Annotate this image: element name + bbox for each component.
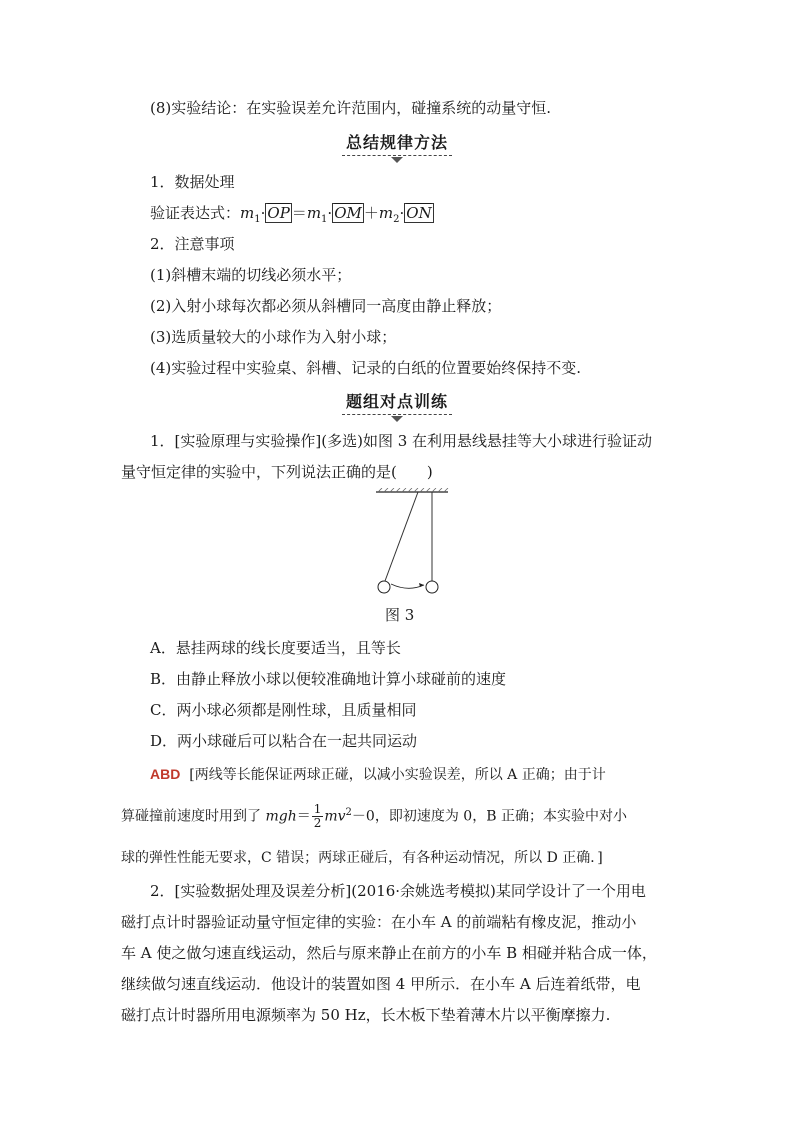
- option-c: C．两小球必须都是刚性球，且质量相同: [150, 701, 417, 719]
- formula-mv: mv: [324, 808, 346, 825]
- triangle-down-icon: [391, 157, 403, 163]
- explanation-text: 算碰撞前速度时用到了: [121, 808, 266, 825]
- dot-operator: ·: [399, 204, 405, 222]
- item-heading-data: 1．数据处理: [150, 173, 235, 191]
- figure-caption: 图 3: [385, 606, 415, 624]
- note-item: (3)选质量较大的小球作为入射小球；: [150, 328, 397, 346]
- answer-explanation-line: [121, 800, 627, 830]
- segment-om: $\overline{OM}$: [334, 204, 362, 222]
- section-header-practice: [0, 389, 794, 422]
- segment-on: $\overline{ON}$: [406, 204, 432, 222]
- section-header-summary: [0, 130, 794, 163]
- formula-minus-zero: －0: [351, 808, 375, 825]
- pendulum-string-left: [385, 492, 418, 581]
- segment-op: $\overline{OP}$: [267, 204, 290, 222]
- swing-arrow: [391, 584, 424, 588]
- subscript: 1: [321, 214, 328, 225]
- ball-left: [378, 581, 390, 593]
- note-item: (2)入射小球每次都必须从斜槽同一高度由静止释放；: [150, 297, 502, 315]
- equals-sign: ＝: [291, 204, 307, 222]
- answer-explanation-line: 球的弹性性能无要求，C 错误；两球正碰后，有各种运动情况，所以 D 正确．]: [121, 850, 603, 866]
- answer-label: ABD: [150, 766, 181, 782]
- question-2-line: 磁打点计时器所用电源频率为 50 Hz，长木板下垫着薄木片以平衡摩擦力.: [121, 1006, 611, 1024]
- mass-symbol: m: [378, 204, 394, 222]
- question-1-line: 量守恒定律的实验中，下列说法正确的是( ): [121, 463, 433, 481]
- fraction-one-half: $\frac{1}{2}$: [313, 802, 322, 831]
- subscript: 2: [393, 214, 400, 225]
- option-b: B．由静止释放小球以便较准确地计算小球碰前的速度: [150, 670, 507, 688]
- item-heading-notes: 2．注意事项: [150, 235, 235, 253]
- question-2-line: 磁打点计时器验证动量守恒定律的实验：在小车 A 的前端粘有橡皮泥，推动小: [121, 913, 637, 931]
- section-title: 总结规律方法: [342, 130, 452, 156]
- note-item: (4)实验过程中实验桌、斜槽、记录的白纸的位置要始终保持不变.: [150, 359, 582, 377]
- formula-line: [150, 203, 434, 230]
- triangle-down-icon: [391, 416, 403, 422]
- pendulum-figure: [362, 488, 452, 598]
- note-item: (1)斜槽末端的切线必须水平；: [150, 266, 352, 284]
- plus-sign: ＋: [363, 204, 379, 222]
- ceiling-hatching: [378, 488, 448, 492]
- equals-sign: ＝: [296, 808, 311, 825]
- question-2-line: 继续做匀速直线运动．他设计的装置如图 4 甲所示．在小车 A 后连着纸带，电: [121, 975, 641, 993]
- mass-symbol: m: [240, 204, 255, 222]
- conclusion-text: (8)实验结论：在实验误差允许范围内，碰撞系统的动量守恒.: [150, 99, 552, 117]
- subscript: 1: [254, 214, 261, 225]
- formula-mgh: mgh: [265, 808, 297, 825]
- section-title: 题组对点训练: [342, 389, 452, 415]
- dot-operator: ·: [260, 204, 266, 222]
- explanation-text: [两线等长能保证两球正碰，以减小实验误差，所以 A 正确；由于计: [189, 767, 606, 783]
- answer-explanation-line: [150, 764, 606, 785]
- formula-label: 验证表达式：: [150, 204, 241, 222]
- mass-symbol: m: [306, 204, 322, 222]
- question-1-line: 1．[实验原理与实验操作](多选)如图 3 在利用悬线悬挂等大小球进行验证动: [150, 432, 653, 450]
- option-d: D．两小球碰后可以粘合在一起共同运动: [150, 732, 418, 750]
- ball-right: [426, 581, 438, 593]
- option-a: A．悬挂两球的线长度要适当，且等长: [150, 639, 401, 657]
- explanation-text: ，即初速度为 0，B 正确；本实验中对小: [374, 808, 627, 825]
- question-2-line: 2．[实验数据处理及误差分析](2016·余姚选考模拟)某同学设计了一个用电: [150, 882, 646, 900]
- superscript: 2: [345, 807, 352, 818]
- question-2-line: 车 A 使之做匀速直线运动，然后与原来静止在前方的小车 B 相碰并粘合成一体，: [121, 944, 657, 962]
- dot-operator: ·: [327, 204, 333, 222]
